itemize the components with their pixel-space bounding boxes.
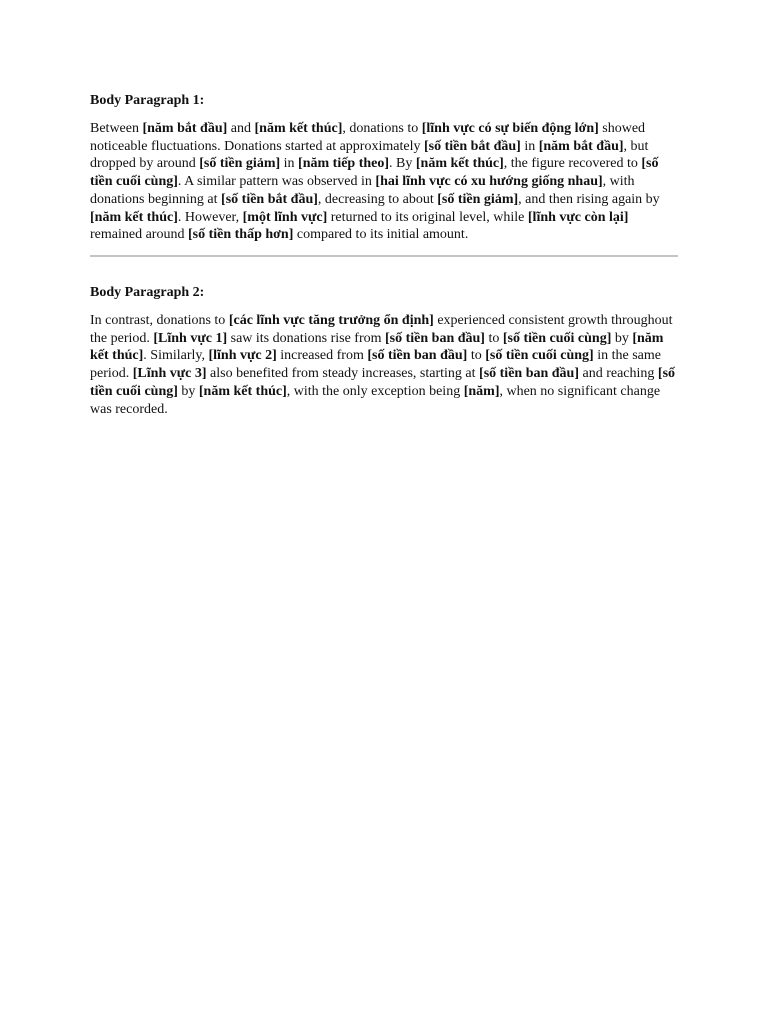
placeholder-term: [một lĩnh vực] [242,209,328,225]
placeholder-term: [năm kết thúc] [90,330,664,364]
text-run: increased from [276,348,368,364]
text-run: , but dropped by around [90,138,649,172]
placeholder-term: [số tiền ban đầu] [385,330,485,346]
body-paragraph-1 [90,120,678,244]
text-run: saw its donations rise from [227,330,385,346]
text-run: also benefited from steady increases, starting at [206,366,480,381]
placeholder-term: [số tiền bắt đầu] [423,138,521,154]
placeholder-term: [năm] [463,383,500,399]
text-run: experienced consistent growth throughout the period. [90,312,673,346]
placeholder-term: [năm tiếp theo] [298,156,390,172]
text-run: , with donations beginning at [90,174,635,207]
text-run: and [227,120,255,136]
placeholder-term: [năm kết thúc] [415,156,504,172]
text-run: by [177,383,199,399]
text-run: , with the only exception being [286,383,464,399]
placeholder-term: [năm kết thúc] [90,209,178,225]
placeholder-term: [năm bắt đầu] [538,138,624,154]
placeholder-term: [số tiền ban đầu] [367,348,468,364]
placeholder-term: [số tiền giảm] [437,191,519,207]
placeholder-term: [số tiền cuối cùng] [502,330,612,346]
placeholder-term: [năm bắt đầu] [142,120,228,136]
placeholder-term: [lĩnh vực 2] [208,348,277,364]
text-run: to [484,330,503,346]
placeholder-term: [năm kết thúc] [198,383,287,399]
placeholder-term: [Lĩnh vực 3] [132,366,207,381]
placeholder-term: [năm kết thúc] [254,120,343,136]
placeholder-term: [số tiền giảm] [199,156,281,172]
text-run: . A similar pattern was observed in [177,174,376,189]
placeholder-term: [lĩnh vực còn lại] [527,209,629,225]
placeholder-term: [số tiền cuối cùng] [90,366,676,399]
text-run: Between [90,120,143,136]
section-divider [90,255,678,257]
text-run: in the same period. [90,348,661,381]
document-page [90,92,678,418]
text-run: compared to its initial amount. [293,227,469,243]
text-run: to [467,348,486,364]
placeholder-term: [số tiền cuối cùng] [90,156,659,189]
text-run: remained around [90,227,188,243]
text-run: . Similarly, [143,348,209,364]
text-run: . By [389,156,416,172]
text-run: , and then rising again by [518,191,660,207]
text-run: in [520,138,539,154]
placeholder-term: [số tiền thấp hơn] [187,227,294,243]
text-run: and reaching [579,366,658,381]
text-run: , the figure recovered to [503,156,642,172]
placeholder-term: [hai lĩnh vực có xu hướng giống nhau] [375,174,603,189]
placeholder-term: [số tiền ban đầu] [479,366,579,381]
section-heading-2: Body Paragraph 2: [90,285,205,300]
text-run: , when no significant change was recorded. [90,383,661,417]
text-run: in [280,156,299,172]
text-run: In contrast, donations to [90,312,229,328]
placeholder-term: [Lĩnh vực 1] [153,330,228,346]
placeholder-term: [số tiền bắt đầu] [221,191,318,207]
body-paragraph-2 [90,312,678,419]
placeholder-term: [các lĩnh vực tăng trưởng ổn định] [228,312,434,328]
text-run: by [611,330,633,346]
text-run: . However, [177,209,243,225]
text-run: returned to its original level, while [327,209,528,225]
text-run: , decreasing to about [317,191,438,207]
placeholder-term: [số tiền cuối cùng] [485,348,594,364]
placeholder-term: [lĩnh vực có sự biến động lớn] [421,120,599,136]
text-run: , donations to [342,120,422,136]
section-heading-1: Body Paragraph 1: [90,93,205,108]
text-run: showed noticeable fluctuations. Donations started at approximately [90,120,646,154]
